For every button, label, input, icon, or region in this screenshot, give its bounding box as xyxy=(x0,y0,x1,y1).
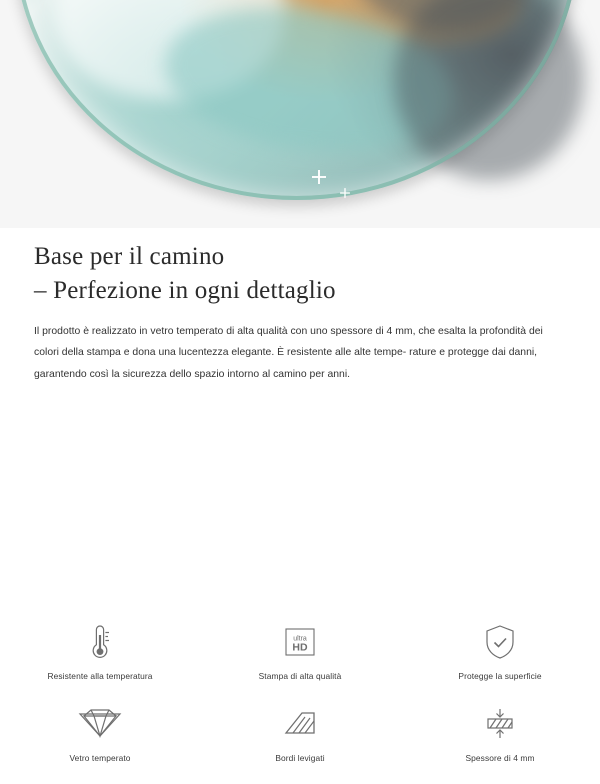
thermometer-icon xyxy=(87,620,113,664)
feature-item-thickness xyxy=(400,702,600,784)
feature-label: Bordi levigati xyxy=(275,753,325,763)
page-title-line-2: – Perfezione in ogni dettaglio xyxy=(34,276,336,304)
feature-label: Protegge la superficie xyxy=(458,671,542,681)
svg-text:HD: HD xyxy=(292,641,308,654)
page-title-line-1: Base per il camino xyxy=(34,243,225,270)
description-line-1: Il prodotto è realizzato in vetro temperato di alta qualità con uno spessore di 4 mm, che esalta xyxy=(34,326,466,337)
feature-label: Vetro temperato xyxy=(69,753,131,763)
description-line-3: rature e protegge dai danni, garantendo così la sicurezza dello spazio intorno al camino per anni. xyxy=(34,347,538,380)
feature-item-print-quality xyxy=(200,620,400,702)
feature-item-polished-edges xyxy=(200,702,400,784)
polished-edges-icon xyxy=(280,702,320,746)
page-title xyxy=(0,228,600,307)
feature-item-temperature xyxy=(0,620,200,702)
hero-image xyxy=(0,0,600,228)
feature-grid xyxy=(0,620,600,784)
shield-check-icon xyxy=(482,620,518,664)
description-paragraph xyxy=(0,307,600,385)
svg-text:ultra: ultra xyxy=(293,635,307,643)
description-line-2: la profondità dei colori della stampa e dona una lucentezza elegante. È resistente alle alte tempe- xyxy=(34,326,543,359)
feature-label: Resistente alla temperatura xyxy=(47,671,153,681)
content-area xyxy=(0,228,600,763)
feature-item-tempered-glass xyxy=(0,702,200,784)
feature-item-surface-protection xyxy=(400,620,600,702)
feature-label: Stampa di alta qualità xyxy=(258,671,342,681)
ultra-hd-icon xyxy=(280,620,320,664)
thickness-arrows-icon xyxy=(480,702,520,746)
feature-label: Spessore di 4 mm xyxy=(465,753,535,763)
diamond-icon xyxy=(80,702,120,746)
